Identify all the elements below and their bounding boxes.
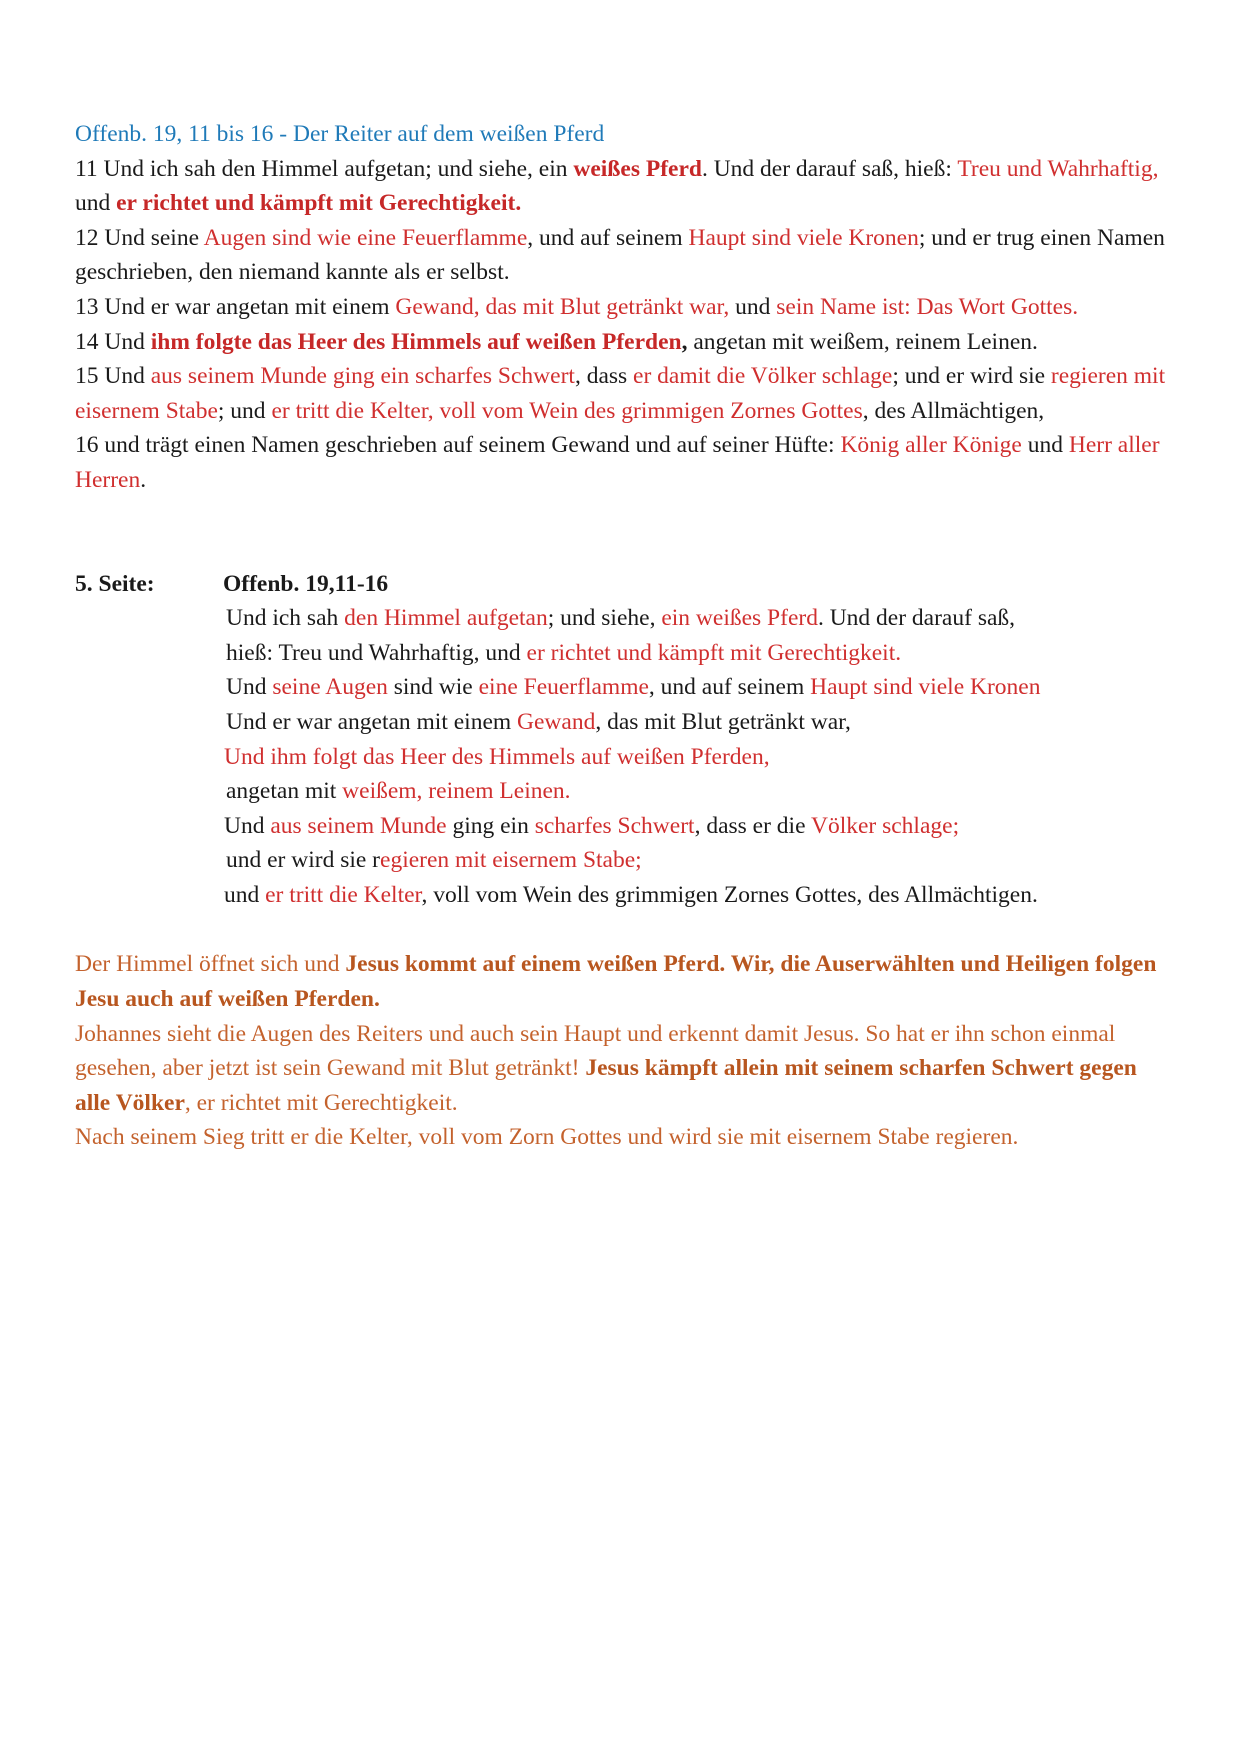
line-highlight: weißem, reinem Leinen. [342, 778, 571, 805]
line-highlight: er tritt die Kelter [265, 881, 422, 908]
line-text: und er wird sie r [226, 847, 381, 874]
verse-highlight: König aller Könige [840, 432, 1022, 459]
verse-text: und [729, 293, 777, 320]
line-text: , dass er die [694, 812, 811, 839]
seite-section [75, 567, 1175, 913]
summary-text: Der Himmel öffnet sich und [75, 951, 346, 978]
verse-text: , des Allmächtigen, [862, 397, 1045, 424]
verse-14 [75, 325, 1175, 360]
verse-text: , dass [574, 363, 634, 390]
verse-text: . [140, 466, 147, 493]
line-highlight: er richtet und kämpft mit Gerechtigkeit. [526, 639, 902, 666]
line-text: , und auf seinem [648, 674, 811, 701]
seite-line-3 [226, 670, 1175, 705]
verse-11 [75, 152, 1175, 221]
line-text: Und [224, 812, 271, 839]
verse-highlight: weißes Pferd [573, 155, 702, 182]
seite-line-6 [226, 774, 1175, 809]
summary-paragraph-1 [75, 947, 1175, 1016]
line-text: und [224, 881, 266, 908]
document-page [75, 117, 1175, 1155]
verse-highlight: er damit die Völker schlage [633, 363, 893, 390]
verse-highlight: regieren mit eisernem Stabe [75, 363, 1166, 424]
line-highlight: Völker schlage; [810, 812, 960, 839]
line-highlight: scharfes Schwert [534, 812, 695, 839]
verse-text: 12 Und seine [75, 224, 204, 251]
verse-text: ; und [217, 397, 272, 424]
seite-line-7 [224, 809, 1175, 844]
line-highlight: Haupt sind viele Kronen [810, 674, 1041, 701]
seite-label: 5. Seite: [75, 570, 155, 597]
verse-text: 13 Und er war angetan mit einem [75, 293, 396, 320]
line-text: sind wie [387, 674, 479, 701]
summary-paragraph-2 [75, 1017, 1175, 1121]
verse-13 [75, 290, 1175, 325]
seite-line-9 [224, 878, 1175, 913]
summary-text: Johannes sieht die Augen des Reiters und auch sein Haupt und erkennt damit Jesus. So hat er ihn schon einmal gesehen, aber jetzt ist sein Gewand mit Blut getränkt! [75, 1020, 1116, 1082]
seite-line-1 [226, 601, 1175, 636]
verse-highlight: Herr aller Herren [75, 432, 1160, 493]
verse-text: 16 und trägt einen Namen geschrieben auf seinem Gewand und auf seiner Hüfte: [75, 432, 841, 459]
summary-section [75, 947, 1175, 1155]
line-text: . Und der darauf saß, [817, 605, 1016, 632]
verse-12 [75, 221, 1175, 290]
verse-text: 14 Und [75, 328, 151, 355]
line-text: angetan mit [226, 778, 343, 805]
verse-text: und [75, 190, 117, 217]
seite-line-5: Und ihm folgt das Heer des Himmels auf weißen Pferden, [224, 743, 770, 770]
summary-text: , er richtet mit Gerechtigkeit. [184, 1089, 458, 1116]
verse-highlight: ihm folgte das Heer des Himmels auf weißen Pferden [150, 328, 682, 355]
verse-highlight: Haupt sind viele Kronen [688, 224, 919, 251]
verse-highlight: Treu und Wahrhaftig, [957, 155, 1159, 182]
line-highlight: Gewand [517, 708, 596, 735]
verse-highlight: aus seinem Munde ging ein scharfes Schwert [150, 363, 575, 390]
verse-highlight: er tritt die Kelter, voll vom Wein des grimmigen Zornes Gottes [271, 397, 863, 424]
line-highlight: aus seinem Munde [270, 812, 447, 839]
seite-reference: Offenb. 19,11-16 [223, 570, 389, 597]
verse-highlight: Gewand, das mit Blut getränkt war, [395, 293, 730, 320]
verse-text: und [1021, 432, 1069, 459]
seite-line-2 [226, 636, 1175, 671]
verse-text: , und auf seinem [527, 224, 689, 251]
line-highlight: seine Augen [272, 674, 388, 701]
line-text: ; und siehe, [547, 605, 662, 632]
verse-text: ; und er wird sie [892, 363, 1051, 390]
section-heading: Offenb. 19, 11 bis 16 - Der Reiter auf dem weißen Pferd [75, 121, 605, 147]
line-text: Und er war angetan mit einem [226, 708, 518, 735]
seite-line-8 [226, 843, 1175, 878]
line-text: Und [226, 674, 273, 701]
line-highlight: egieren mit eisernem Stabe; [380, 847, 642, 874]
verse-15 [75, 359, 1175, 428]
verse-16 [75, 428, 1175, 497]
verse-text: . Und der darauf saß, hieß: [701, 155, 958, 182]
line-highlight: ein weißes Pferd [661, 605, 818, 632]
line-text: ging ein [446, 812, 535, 839]
line-highlight: den Himmel aufgetan [344, 605, 548, 632]
verse-text: 11 Und ich sah den Himmel aufgetan; und siehe, ein [75, 155, 574, 182]
verse-text: angetan mit weißem, reinem Leinen. [687, 328, 1038, 355]
verse-text: ; und er trug einen Namen geschrieben, den niemand kannte als er selbst. [75, 224, 1165, 286]
summary-paragraph-3: Nach seinem Sieg tritt er die Kelter, voll vom Zorn Gottes und wird sie mit eisernem Stabe regieren. [75, 1124, 1019, 1151]
verse-text: , [681, 328, 688, 355]
summary-emphasis: Jesus kämpft allein mit seinem scharfen Schwert gegen alle Völker [75, 1055, 1137, 1116]
seite-line-4 [226, 705, 1175, 740]
verse-highlight: sein Name ist: Das Wort Gottes. [776, 293, 1079, 320]
verse-highlight: er richtet und kämpft mit Gerechtigkeit. [116, 190, 522, 217]
summary-emphasis: Jesus kommt auf einem weißen Pferd. Wir, die Auserwählten und Heiligen folgen Jesu auch auf weißen Pferden. [75, 951, 1157, 1013]
spacer [75, 498, 1175, 567]
verse-text: 15 Und [75, 363, 151, 390]
line-text: Und ich sah [226, 605, 345, 632]
verse-highlight: Augen sind wie eine Feuerflamme [203, 224, 528, 251]
line-text: hieß: Treu und Wahrhaftig, und [226, 639, 527, 666]
line-text: , das mit Blut getränkt war, [595, 708, 851, 735]
line-text: , voll vom Wein des grimmigen Zornes Gottes, des Allmächtigen. [421, 881, 1038, 908]
line-highlight: eine Feuerflamme [478, 674, 649, 701]
